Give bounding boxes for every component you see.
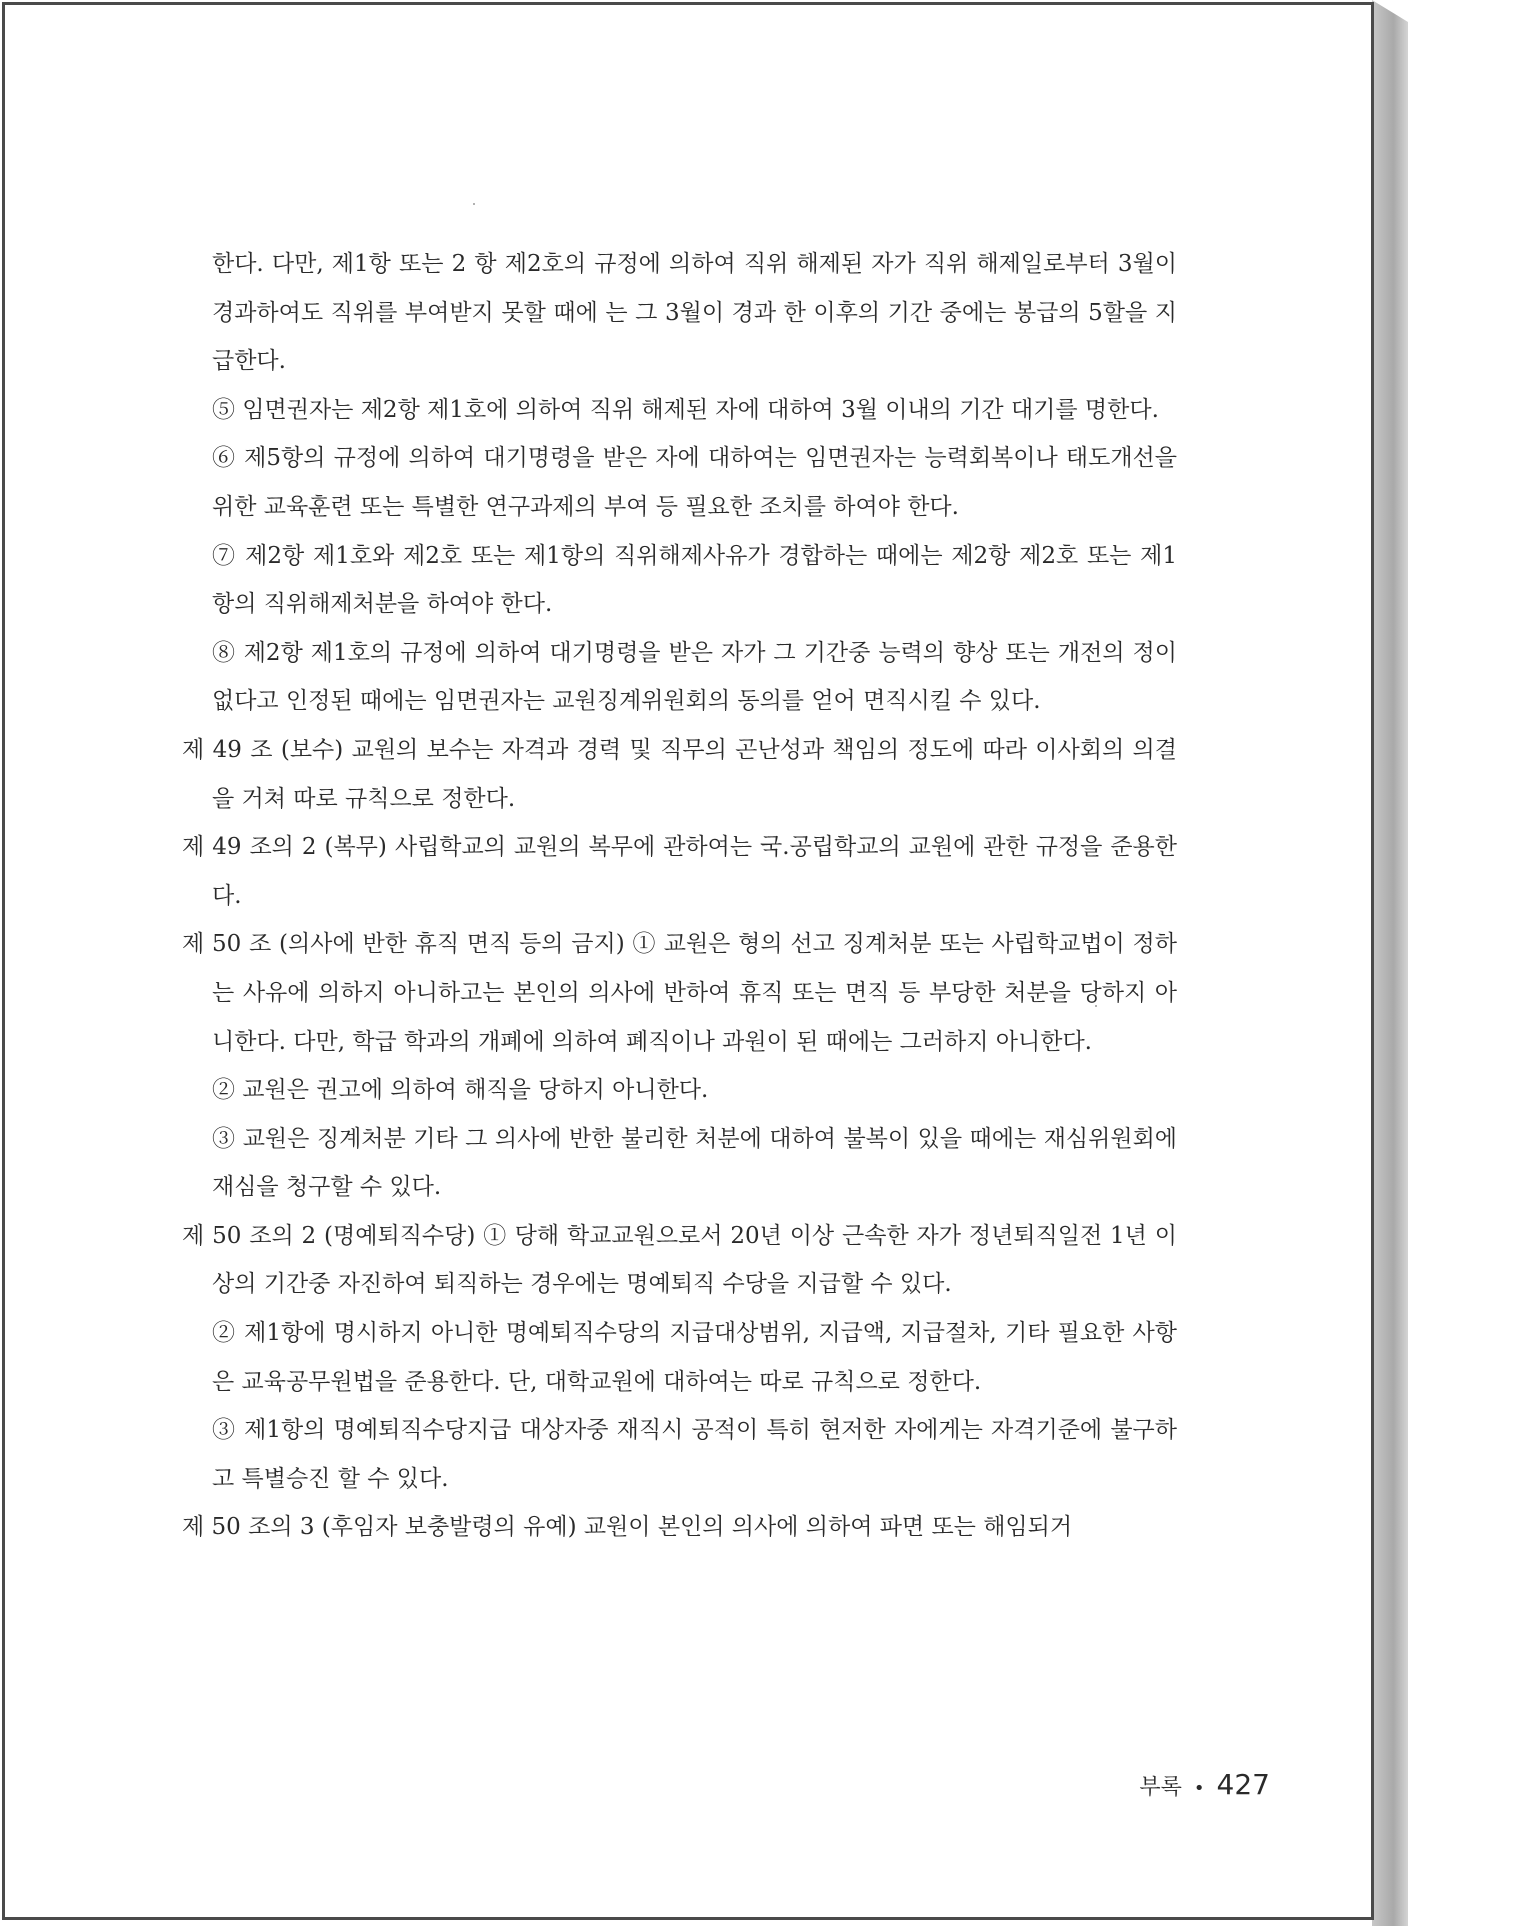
paragraph-clause-50-2: ② 교원은 권고에 의하여 해직을 당하지 아니한다. (212, 1077, 709, 1104)
scan-speck (473, 203, 475, 205)
article-50-3: 제 50 조의 3 (후임자 보충발령의 유예) 교원이 본인의 의사에 의하여 파면 또는 해임되거 (182, 1514, 1073, 1541)
page-number: 427 (1216, 1768, 1270, 1801)
footer-bullet: • (1193, 1778, 1205, 1799)
article-50: 제 50 조 (의사에 반한 휴직 면직 등의 금지) ① 교원은 형의 선고 징계처분 또는 사립학교법이 정하는 사유에 의하지 아니하고는 본인의 의사에 반하여 휴직 또는 면직 등 부당한 처분을 당하지 아니한다. 다만, 학급 학과의 개폐에 의하여 폐직이나 과원이 된 때에는 그러하지 아니한다. (182, 931, 1177, 1055)
article-49-2: 제 49 조의 2 (복무) 사립학교의 교원의 복무에 관하여는 국.공립학교의 교원에 관한 규정을 준용한다. (182, 834, 1177, 909)
page-edge-shadow (1372, 0, 1408, 1926)
article-49: 제 49 조 (보수) 교원의 보수는 자격과 경력 및 직무의 곤난성과 책임의 정도에 따라 이사회의 의결을 거쳐 따로 규칙으로 정한다. (182, 736, 1177, 812)
article-50-2: 제 50 조의 2 (명예퇴직수당) ① 당해 학교교원으로서 20년 이상 근속한 자가 정년퇴직일전 1년 이상의 기간중 자진하여 퇴직하는 경우에는 명예퇴직 수당을 지급할 수 있다. (182, 1222, 1177, 1298)
paragraph-clause-6: ⑥ 제5항의 규정에 의하여 대기명령을 받은 자에 대하여는 임면권자는 능력회복이나 태도개선을 위한 교육훈련 또는 특별한 연구과제의 부여 등 필요한 조치를 하여야 한다. (212, 445, 1177, 520)
paragraph-clause-8: ⑧ 제2항 제1호의 규정에 의하여 대기명령을 받은 자가 그 기간중 능력의 향상 또는 개전의 정이 없다고 인정된 때에는 임면권자는 교원징계위원회의 동의를 얻어 면직시킬 수 있다. (212, 639, 1177, 715)
page-footer (1139, 1768, 1270, 1801)
body-text (182, 240, 1177, 1552)
footer-label: 부록 (1139, 1775, 1182, 1800)
paragraph-clause-50-3: ③ 교원은 징계처분 기타 그 의사에 반한 불리한 처분에 대하여 불복이 있을 때에는 재심위원회에 재심을 청구할 수 있다. (212, 1125, 1177, 1201)
paragraph-clause-7: ⑦ 제2항 제1호와 제2호 또는 제1항의 직위해제사유가 경합하는 때에는 제2항 제2호 또는 제1항의 직위해제처분을 하여야 한다. (212, 542, 1177, 618)
paragraph-clause-50-2-3: ③ 제1항의 명예퇴직수당지급 대상자중 재직시 공적이 특히 현저한 자에게는 자격기준에 불구하고 특별승진 할 수 있다. (212, 1417, 1177, 1492)
paragraph-clause-5: ⑤ 임면권자는 제2항 제1호에 의하여 직위 해제된 자에 대하여 3월 이내의 기간 대기를 명한다. (212, 396, 1159, 423)
paragraph-clause-50-2-2: ② 제1항에 명시하지 아니한 명예퇴직수당의 지급대상범위, 지급액, 지급절차, 기타 필요한 사항은 교육공무원법을 준용한다. 단, 대학교원에 대하여는 따로 규칙으로 정한다. (212, 1320, 1177, 1395)
paragraph-continuation: 한다. 다만, 제1항 또는 2 항 제2호의 규정에 의하여 직위 해제된 자가 직위 해제일로부터 3월이 경과하여도 직위를 부여받지 못할 때에 는 그 3월이 경과 한 이후의 기간 중에는 봉급의 5할을 지급한다. (212, 251, 1177, 375)
